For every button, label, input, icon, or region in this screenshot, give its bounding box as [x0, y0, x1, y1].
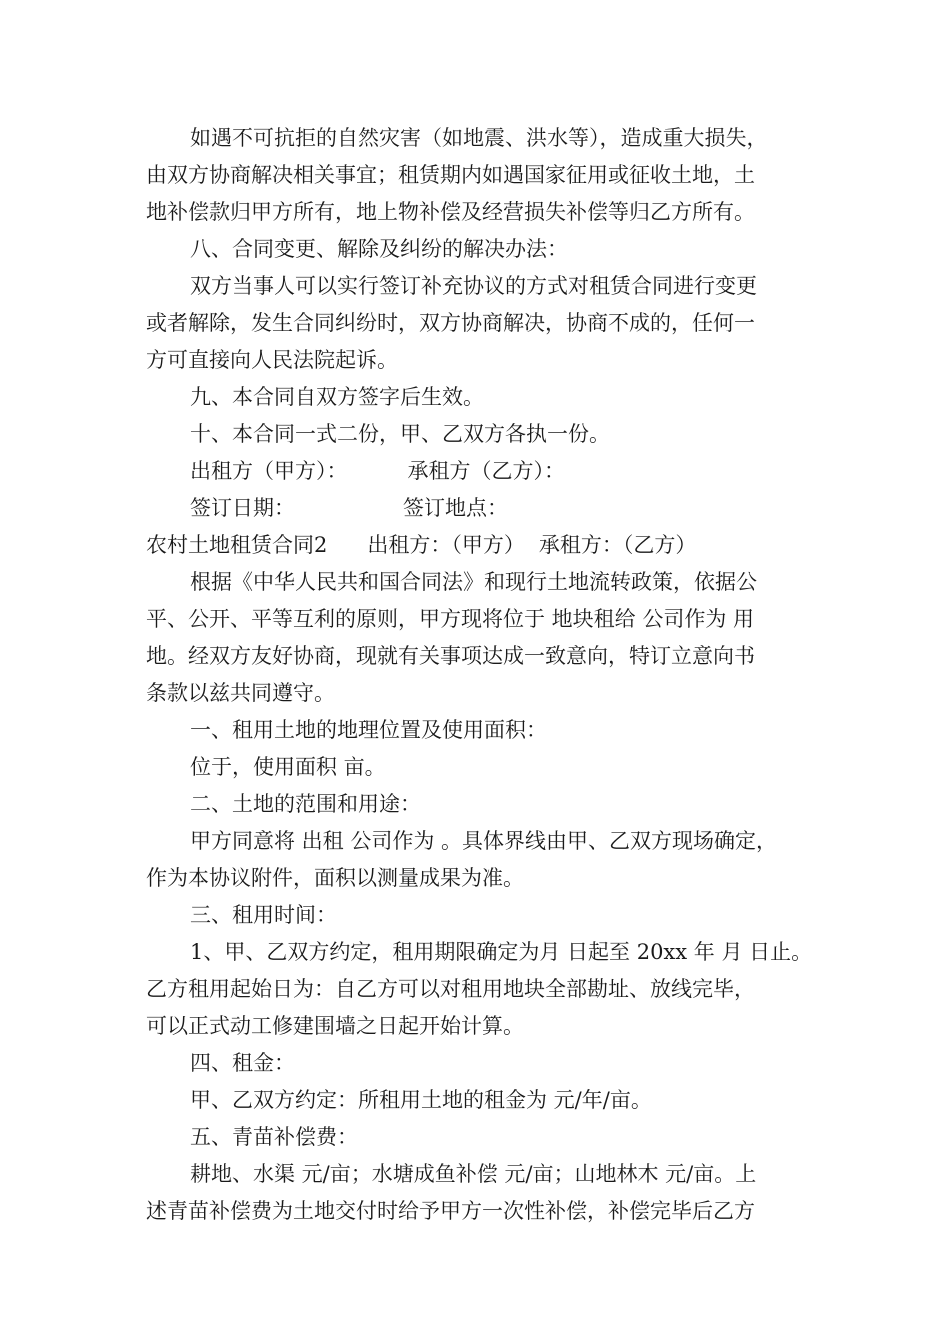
text-line: 二、土地的范围和用途： [190, 792, 421, 816]
signature-date-line [146, 490, 846, 527]
text-line: 耕地、水渠 元/亩；水塘成鱼补偿 元/亩；山地林木 元/亩。上 [190, 1162, 757, 1186]
text-line: 地。经双方友好协商，现就有关事项达成一致意向，特订立意向书 [146, 644, 755, 668]
lessor-label: 出租方（甲方）： [190, 459, 348, 483]
text-line: 十、本合同一式二份，甲、乙双方各执一份。 [190, 422, 610, 446]
text-line: 条款以兹共同遵守。 [146, 681, 335, 705]
text-line: 平、公开、平等互利的原则，甲方现将位于 地块租给 公司作为 用 [146, 607, 755, 631]
lessee-label: 承租方（乙方）： [407, 459, 565, 483]
text-line: 1、甲、乙双方约定，租用期限确定为月 日起至 20xx 年 月 日止。 [190, 940, 813, 964]
text-line: 四、租金： [190, 1051, 295, 1075]
contract2-title: 农村土地租赁合同2 [146, 533, 328, 557]
contract1-body [146, 120, 846, 453]
contract2-heading-line [146, 527, 846, 564]
text-line: 五、青苗补偿费： [190, 1125, 358, 1149]
text-line: 九、本合同自双方签字后生效。 [190, 385, 484, 409]
text-line: 一、租用土地的地理位置及使用面积： [190, 718, 547, 742]
text-line: 甲方同意将 出租 公司作为 。具体界线由甲、乙双方现场确定， [190, 829, 778, 853]
text-line: 方可直接向人民法院起诉。 [146, 348, 398, 372]
text-line: 述青苗补偿费为土地交付时给予甲方一次性补偿，补偿完毕后乙方 [146, 1199, 755, 1223]
contract2-lessor: 出租方：（甲方） [367, 533, 525, 557]
text-line: 作为本协议附件，面积以测量成果为准。 [146, 866, 524, 890]
sign-date-label: 签订日期： [190, 496, 295, 520]
text-line: 地补偿款归甲方所有，地上物补偿及经营损失补偿等归乙方所有。 [146, 200, 755, 224]
text-line: 由双方协商解决相关事宜；租赁期内如遇国家征用或征收土地，土 [146, 163, 755, 187]
text-line: 甲、乙双方约定：所租用土地的租金为 元/年/亩。 [190, 1088, 652, 1112]
contract2-lessee: 承租方：（乙方） [538, 533, 697, 557]
contract2-body [146, 564, 846, 1230]
signature-parties-line [146, 453, 846, 490]
text-line: 或者解除，发生合同纠纷时，双方协商解决，协商不成的，任何一 [146, 311, 755, 335]
text-line: 乙方租用起始日为：自乙方可以对租用地块全部勘址、放线完毕， [146, 977, 755, 1001]
text-line: 三、租用时间： [190, 903, 337, 927]
text-line: 位于，使用面积 亩。 [190, 755, 386, 779]
text-line: 可以正式动工修建围墙之日起开始计算。 [146, 1014, 524, 1038]
text-line: 如遇不可抗拒的自然灾害（如地震、洪水等），造成重大损失， [190, 126, 768, 150]
text-line: 根据《中华人民共和国合同法》和现行土地流转政策，依据公 [190, 570, 757, 594]
sign-place-label: 签订地点： [403, 496, 508, 520]
text-line: 八、合同变更、解除及纠纷的解决办法： [190, 237, 568, 261]
text-line: 双方当事人可以实行签订补充协议的方式对租赁合同进行变更 [190, 274, 757, 298]
document-page [146, 120, 846, 1230]
